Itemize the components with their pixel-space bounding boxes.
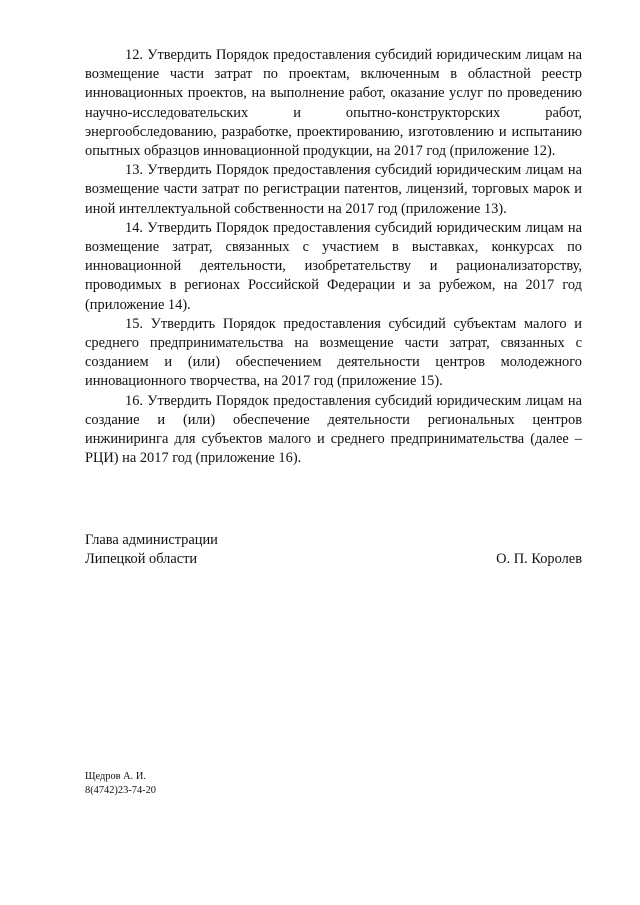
signature-line (85, 550, 582, 569)
paragraph-16: 16. Утвердить Порядок предоставления субсидий юридическим лицам на создание и (или) обеспечение деятельности региональных центров инжиниринга для субъектов малого и среднего предпринимательства (далее – РЦИ) на 2017 год (приложение 16). (85, 392, 582, 467)
executor-name: Щедров А. И. (85, 771, 146, 782)
executor-block (85, 770, 156, 798)
executor-phone: 8(4742)23-74-20 (85, 785, 156, 796)
paragraph-12: 12. Утвердить Порядок предоставления субсидий юридическим лицам на возмещение части затрат по проектам, включенным в областной реестр инновационных проектов, на выполнение работ, оказание услуг по проведению научно-исследовательских и опытно-конструкторских работ, энергообследованию, разработке, проектированию, изготовлению и испытанию опытных образцов инновационной продукции, на 2017 год (приложение 12). (85, 47, 582, 160)
paragraph-14: 14. Утвердить Порядок предоставления субсидий юридическим лицам на возмещение затрат, связанных с участием в выставках, конкурсах по инновационной деятельности, изобретательству и рационализаторству, проводимых в регионах Российской Федерации и за рубежом, на 2017 год (приложение 14). (85, 219, 582, 313)
signatory-name: О. П. Королев (496, 551, 582, 568)
paragraph-13: 13. Утвердить Порядок предоставления субсидий юридическим лицам на возмещение части затрат по регистрации патентов, лицензий, торговых марок и иной интеллектуальной собственности на 2017 год (приложение 13). (85, 162, 582, 217)
signatory-title-line2: Липецкой области (85, 551, 198, 568)
document-body (85, 46, 582, 468)
paragraph-15: 15. Утвердить Порядок предоставления субсидий субъектам малого и среднего предпринимательства на возмещение части затрат, связанных с созданием и (или) обеспечением деятельности центров молодежного инновационного творчества, на 2017 год (приложение 15). (85, 315, 582, 390)
signature-block (85, 531, 582, 569)
signatory-title-line1: Глава администрации (85, 532, 218, 548)
